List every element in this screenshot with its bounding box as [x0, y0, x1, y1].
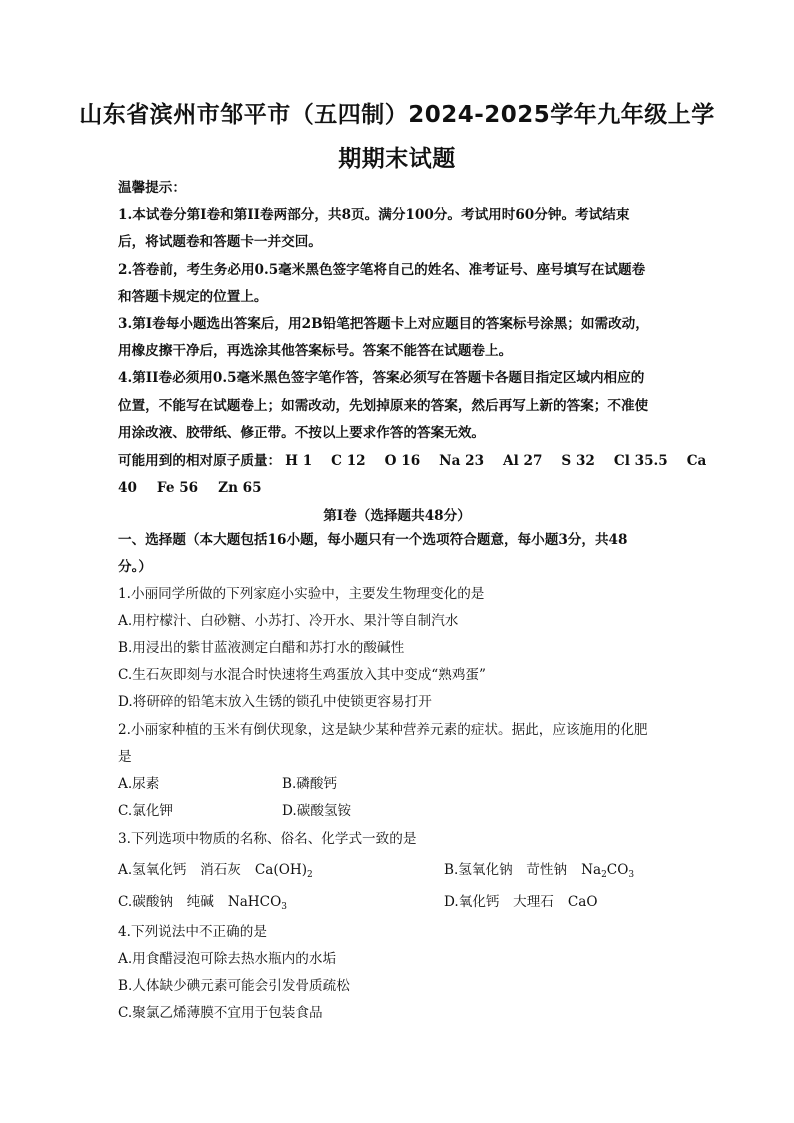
formula-subscript: 3: [628, 870, 635, 880]
atomic-mass-row2: [118, 478, 281, 498]
atomic-mass-item: Ca: [686, 453, 707, 469]
q3-option-d-text: D.氧化钙 大理石: [444, 894, 554, 910]
formula-subscript: 2: [307, 870, 313, 880]
q3-option-d-formula: CaO: [567, 894, 598, 910]
formula-part: Ca(OH): [254, 862, 308, 878]
q3-stem: 3.下列选项中物质的名称、俗名、化学式一致的是: [118, 831, 417, 847]
tips-line-4: 和答题卡规定的位置上。: [118, 289, 268, 305]
q2-stem-line2: 是: [118, 749, 132, 765]
q4-option-c: C.聚氯乙烯薄膜不宜用于包装食品: [118, 1005, 323, 1021]
atomic-mass-item: H 1: [285, 453, 313, 469]
atomic-mass-item: Fe 56: [156, 480, 199, 496]
formula-subscript: 3: [281, 902, 287, 912]
section-title: 第I卷（选择题共48分）: [323, 508, 471, 524]
section-intro-line2: 分。）: [118, 559, 152, 575]
atomic-mass-item: Cl 35.5: [613, 453, 668, 469]
q1-option-a: A.用柠檬汁、白砂糖、小苏打、冷开水、果汁等自制汽水: [118, 613, 459, 629]
q1-option-c: C.生石灰即刻与水混合时快速将生鸡蛋放入其中变成“熟鸡蛋”: [118, 667, 486, 683]
q3-option-b: [444, 860, 634, 885]
tips-heading: 温馨提示：: [118, 180, 186, 196]
q4-option-a: A.用食醋浸泡可除去热水瓶内的水垢: [118, 951, 337, 967]
formula-part: Na: [581, 862, 602, 878]
q3-option-b-formula: [581, 862, 634, 878]
tips-line-9: 用涂改液、胶带纸、修正带。不按以上要求作答的答案无效。: [118, 425, 486, 441]
q3-option-d: [444, 892, 598, 912]
tips-line-6: 用橡皮擦干净后，再选涂其他答案标号。答案不能答在试题卷上。: [118, 343, 513, 359]
atomic-mass-item: Zn 65: [218, 480, 262, 496]
q2-option-c: C.氯化钾: [118, 803, 174, 819]
q2-stem-line1: 2.小丽家种植的玉米有倒伏现象，这是缺少某种营养元素的症状。据此，应该施用的化肥: [118, 722, 648, 738]
section-intro-line1: 一、选择题（本大题包括16小题，每小题只有一个选项符合题意，每小题3分，共48: [118, 532, 628, 548]
atomic-mass-item: S 32: [561, 453, 595, 469]
q4-stem: 4.下列说法中不正确的是: [118, 924, 267, 940]
q1-option-b: B.用浸出的紫甘蓝液测定白醋和苏打水的酸碱性: [118, 640, 405, 656]
q3-option-c: [118, 892, 287, 917]
formula-part: NaHCO: [227, 894, 282, 910]
tips-line-7: 4.第II卷必须用0.5毫米黑色签字笔作答，答案必须写在答题卡各题目指定区域内相应的: [118, 370, 645, 386]
q3-option-a-text: A.氢氧化钙 消石灰: [118, 862, 241, 878]
page-title-line2: 期期末试题: [338, 146, 456, 172]
tips-line-5: 3.第I卷每小题选出答案后，用2B铅笔把答题卡上对应题目的答案标号涂黑；如需改动，: [118, 316, 649, 332]
q2-option-a: A.尿素: [118, 776, 160, 792]
q4-option-b: B.人体缺少碘元素可能会引发骨质疏松: [118, 978, 350, 994]
atomic-mass-item: Al 27: [503, 453, 543, 469]
formula-part: CO: [606, 862, 629, 878]
q1-stem: 1.小丽同学所做的下列家庭小实验中，主要发生物理变化的是: [118, 586, 485, 602]
q3-option-c-text: C.碳酸钠 纯碱: [118, 894, 214, 910]
tips-line-3: 2.答卷前，考生务必用0.5毫米黑色签字笔将自己的姓名、准考证号、座号填写在试题卷: [118, 262, 646, 278]
q2-option-d: D.碳酸氢铵: [282, 803, 352, 819]
atomic-mass-label: 可能用到的相对原子质量：: [118, 453, 282, 469]
q3-option-c-formula: [228, 894, 287, 910]
q3-option-b-text: B.氢氧化钠 苛性钠: [444, 862, 568, 878]
atomic-mass-item: C 12: [331, 453, 366, 469]
atomic-mass-item: 40: [118, 480, 137, 496]
page-title-line1: 山东省滨州市邹平市（五四制）2024-2025学年九年级上学: [79, 102, 715, 128]
atomic-mass-item: O 16: [384, 453, 421, 469]
q3-option-a: [118, 860, 313, 885]
q2-option-b: B.磷酸钙: [282, 776, 338, 792]
q1-option-d: D.将研碎的铅笔末放入生锈的锁孔中使锁更容易打开: [118, 694, 432, 710]
formula-subscript: 2: [601, 870, 607, 880]
atomic-mass-item: Na 23: [439, 453, 485, 469]
atomic-mass-row1: [118, 451, 706, 471]
tips-line-2: 后，将试题卷和答题卡一并交回。: [118, 234, 322, 250]
tips-line-1: 1.本试卷分第I卷和第II卷两部分，共8页。满分100分。考试用时60分钟。考试结束: [118, 207, 630, 223]
tips-line-8: 位置，不能写在试题卷上；如需改动，先划掉原来的答案，然后再写上新的答案；不准使: [118, 398, 649, 414]
q3-option-a-formula: [255, 862, 313, 878]
